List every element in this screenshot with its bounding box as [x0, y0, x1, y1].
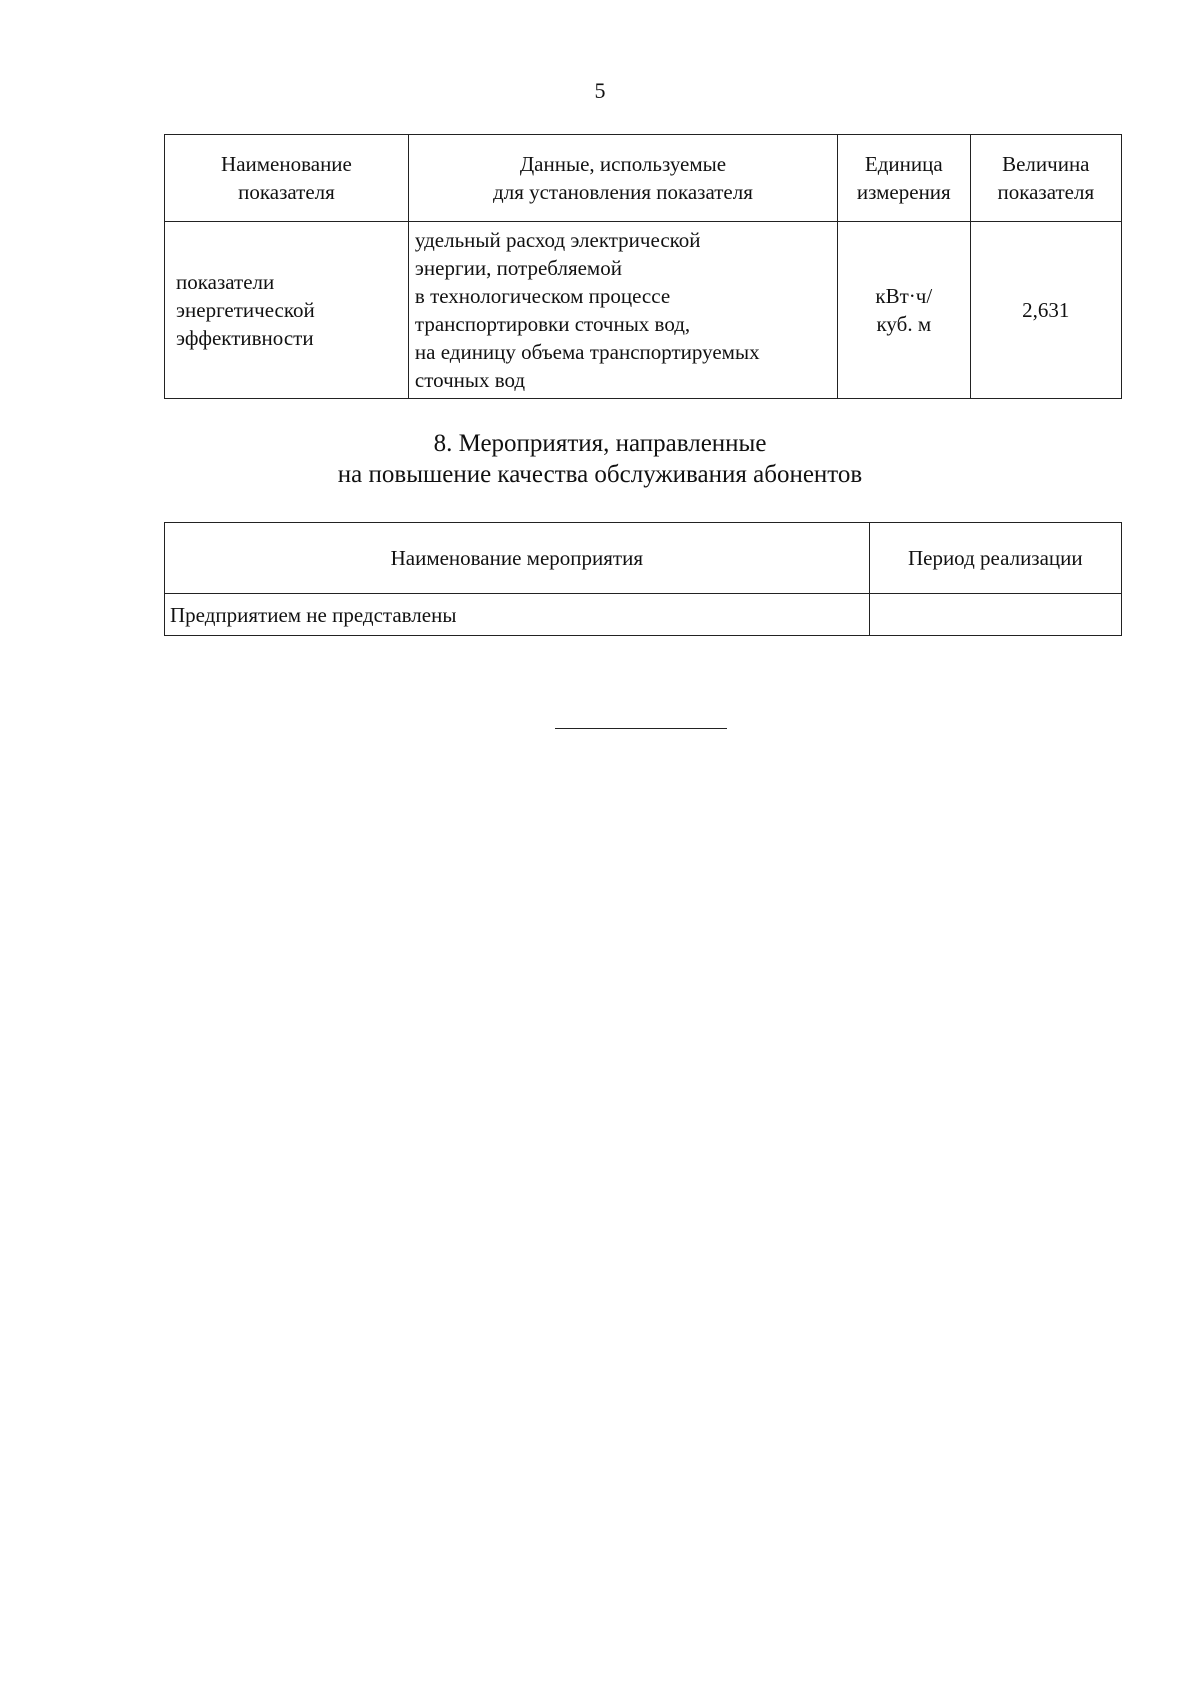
- document-end-divider: [555, 728, 727, 729]
- indicator-unit-cell: кВт·ч/ куб. м: [838, 222, 971, 399]
- section-8-title: [0, 428, 1200, 490]
- indicator-data-cell: удельный расход электрической энергии, потребляемой в технологическом процессе транспортировки сточных вод, на единицу объема транспортируемых сточных вод: [408, 222, 837, 399]
- indicator-name-cell: показатели энергетической эффективности: [165, 222, 409, 399]
- section-8-title-line2: на повышение качества обслуживания абонентов: [337, 461, 863, 488]
- header-unit: Единица измерения: [838, 135, 971, 222]
- table-row: [165, 222, 1122, 399]
- header-indicator-name: Наименование показателя: [165, 135, 409, 222]
- header-indicator-data: Данные, используемые для установления показателя: [408, 135, 837, 222]
- table-row: [165, 594, 1122, 636]
- indicator-value-cell: 2,631: [970, 222, 1121, 399]
- indicators-header-row: [165, 135, 1122, 222]
- measures-table: [164, 522, 1122, 636]
- measure-name-cell: Предприятием не представлены: [165, 594, 870, 636]
- measures-header-row: [165, 523, 1122, 594]
- measure-period-cell: [869, 594, 1121, 636]
- header-value: Величина показателя: [970, 135, 1121, 222]
- header-period: Период реализации: [869, 523, 1121, 594]
- page-number: 5: [594, 78, 606, 103]
- section-8-title-line1: 8. Мероприятия, направленные: [433, 430, 767, 457]
- indicators-table: [164, 134, 1122, 399]
- header-measure-name: Наименование мероприятия: [165, 523, 870, 594]
